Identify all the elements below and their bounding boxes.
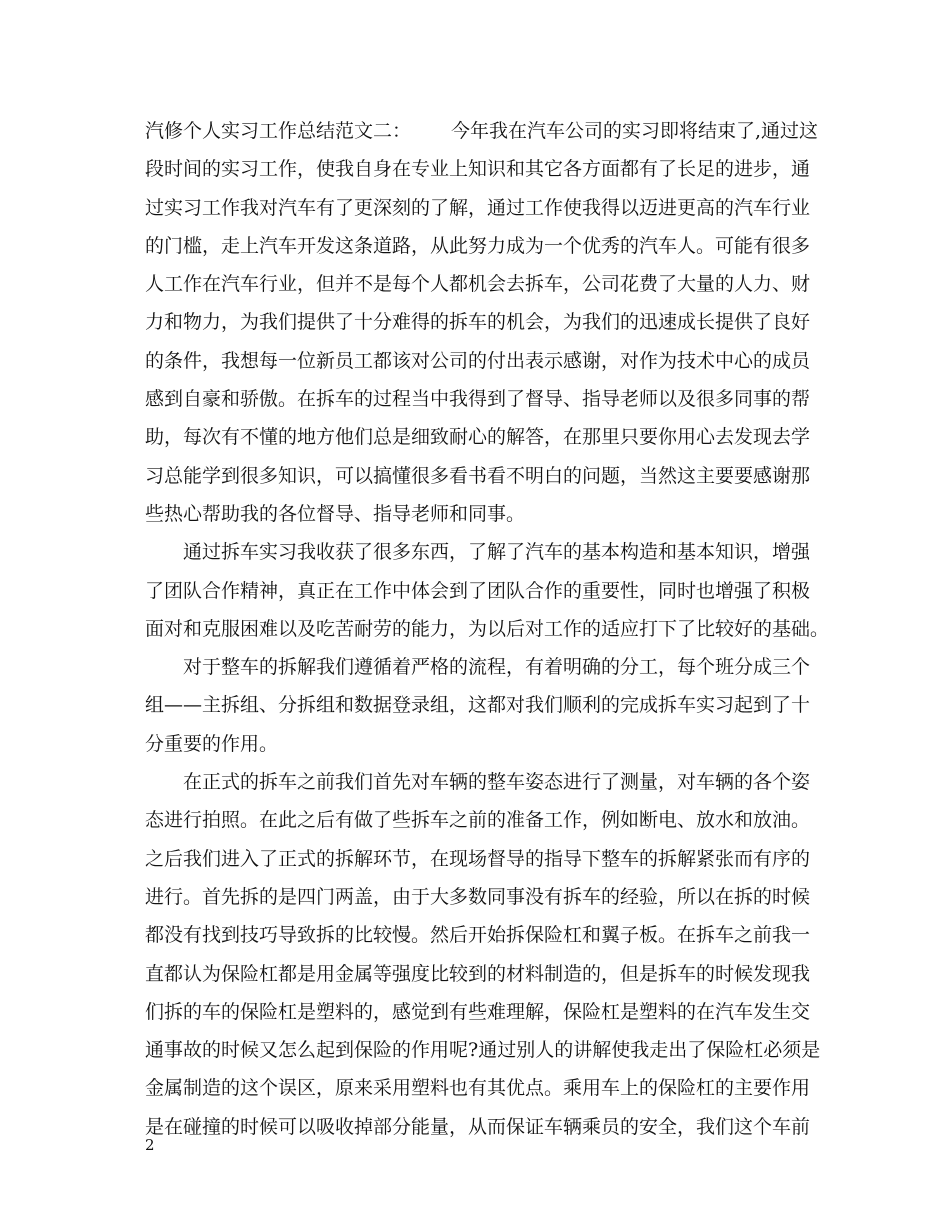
paragraph-line: 态进行拍照。在此之后有做了些拆车之前的准备工作，例如断电、放水和放油。	[145, 809, 811, 832]
paragraph-line: 分重要的作用。	[145, 732, 279, 755]
paragraph-line: 都没有找到技巧导致拆的比较慢。然后开始拆保险杠和翼子板。在拆车之前我一	[145, 924, 811, 947]
paragraph-line: 进行。首先拆的是四门两盖，由于大多数同事没有拆车的经验，所以在拆的时候	[145, 885, 811, 908]
paragraph-line: 感到自豪和骄傲。在拆车的过程当中我得到了督导、指导老师以及很多同事的帮	[145, 388, 811, 411]
paragraph-line: 组——主拆组、分拆组和数据登录组，这都对我们顺利的完成拆车实习起到了十	[145, 694, 811, 717]
paragraph-line: 们拆的车的保险杠是塑料的，感觉到有些难理解，保险杠是塑料的在汽车发生交	[145, 1000, 811, 1023]
paragraph-line: 的门槛，走上汽车开发这条道路，从此努力成为一个优秀的汽车人。可能有很多	[145, 234, 811, 257]
paragraph-line: 之后我们进入了正式的拆解环节，在现场督导的指导下整车的拆解紧张而有序的	[145, 847, 811, 870]
paragraph-line: 面对和克服困难以及吃苦耐劳的能力，为以后对工作的适应打下了比较好的基础。	[145, 617, 830, 640]
page-number: 2	[145, 1136, 155, 1154]
paragraph-line: 金属制造的这个误区，原来采用塑料也有其优点。乘用车上的保险杠的主要作用	[145, 1077, 811, 1100]
paragraph-line: 助，每次有不懂的地方他们总是细致耐心的解答，在那里只要你用心去发现去学	[145, 426, 811, 449]
paragraph-line: 直都认为保险杠都是用金属等强度比较到的材料制造的，但是拆车的时候发现我	[145, 962, 811, 985]
paragraph-line: 汽修个人实习工作总结范文二： 今年我在汽车公司的实习即将结束了,通过这	[145, 120, 819, 142]
paragraph-line: 通事故的时候又怎么起到保险的作用呢?通过别人的讲解使我走出了保险杠必须是	[145, 1039, 821, 1062]
paragraph-line: 对于整车的拆解我们遵循着严格的流程，有着明确的分工，每个班分成三个	[183, 656, 811, 679]
paragraph-line: 是在碰撞的时候可以吸收掉部分能量，从而保证车辆乘员的安全，我们这个车前	[145, 1115, 811, 1138]
paragraph-line: 些热心帮助我的各位督导、指导老师和同事。	[145, 502, 526, 525]
paragraph-line: 力和物力，为我们提供了十分难得的拆车的机会，为我们的迅速成长提供了良好	[145, 311, 811, 334]
document-heading: 汽修个人实习工作总结范文二：	[145, 120, 412, 142]
paragraph-line: 过实习工作我对汽车有了更深刻的了解，通过工作使我得以迈进更高的汽车行业	[145, 196, 811, 219]
paragraph-line: 段时间的实习工作，使我自身在专业上知识和其它各方面都有了长足的进步，通	[145, 158, 811, 181]
paragraph-line: 人工作在汽车行业，但并不是每个人都机会去拆车，公司花费了大量的人力、财	[145, 273, 811, 296]
document-body	[145, 112, 830, 1146]
paragraph-line: 习总能学到很多知识，可以搞懂很多看书看不明白的问题，当然这主要要感谢那	[145, 464, 811, 487]
paragraph-line: 在正式的拆车之前我们首先对车辆的整车姿态进行了测量，对车辆的各个姿	[183, 771, 811, 794]
paragraph-line: 通过拆车实习我收获了很多东西，了解了汽车的基本构造和基本知识，增强	[183, 541, 811, 564]
paragraph-line: 了团队合作精神，真正在工作中体会到了团队合作的重要性，同时也增强了积极	[145, 579, 811, 602]
paragraph-line: 的条件，我想每一位新员工都该对公司的付出表示感谢，对作为技术中心的成员	[145, 349, 811, 372]
